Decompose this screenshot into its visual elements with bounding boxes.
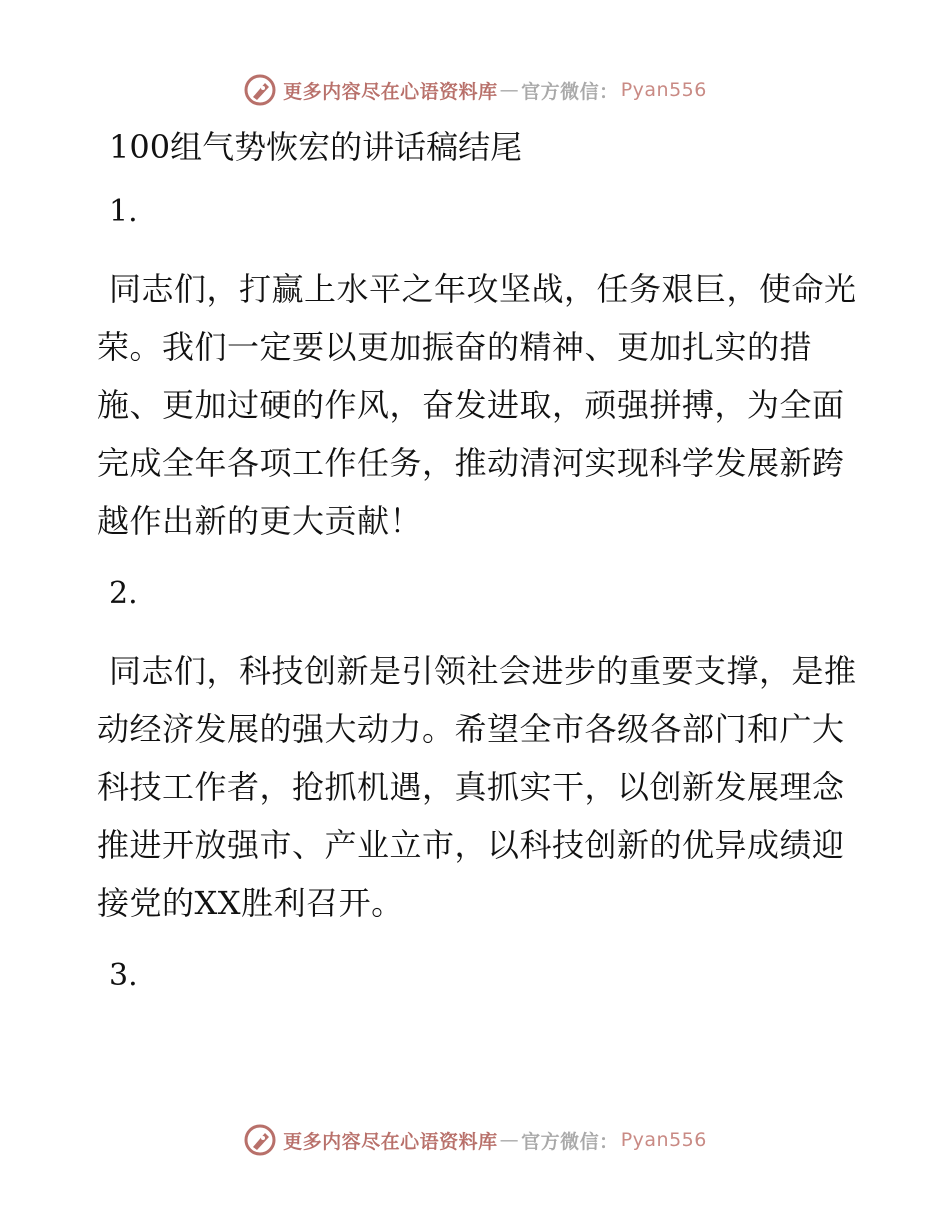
watermark-wechat-id: Pyan556 bbox=[620, 79, 707, 101]
watermark-wechat-label: 官方微信： bbox=[521, 1130, 619, 1153]
watermark-wechat-label: 官方微信： bbox=[521, 80, 619, 103]
document-body bbox=[97, 124, 857, 1024]
pen-nib-logo-icon bbox=[243, 73, 277, 107]
watermark-text: 更多内容尽在心语资料库 bbox=[283, 80, 498, 103]
section-number: 2. bbox=[109, 576, 138, 611]
watermark-dash: — bbox=[499, 1129, 520, 1151]
watermark-wechat-id: Pyan556 bbox=[620, 1129, 707, 1151]
section-number: 1. bbox=[109, 194, 138, 229]
watermark-text: 更多内容尽在心语资料库 bbox=[283, 1130, 498, 1153]
section-number: 3. bbox=[109, 958, 138, 993]
header-watermark bbox=[0, 72, 950, 108]
section-paragraph: 同志们，打赢上水平之年攻坚战，任务艰巨，使命光荣。我们一定要以更加振奋的精神、更加扎实的措施、更加过硬的作风，奋发进取，顽强拼搏，为全面完成全年各项工作任务，推动清河实现科学发展新跨越作出新的更大贡献！ bbox=[97, 270, 857, 540]
footer-watermark bbox=[0, 1122, 950, 1158]
watermark-dash: — bbox=[499, 79, 520, 101]
pen-nib-logo-icon bbox=[243, 1123, 277, 1157]
section-paragraph: 同志们，科技创新是引领社会进步的重要支撑，是推动经济发展的强大动力。希望全市各级各部门和广大科技工作者，抢抓机遇，真抓实干，以创新发展理念推进开放强市、产业立市，以科技创新的优异成绩迎接党的XX胜利召开。 bbox=[97, 652, 857, 922]
document-title: 100组气势恢宏的讲话稿结尾 bbox=[109, 128, 523, 166]
